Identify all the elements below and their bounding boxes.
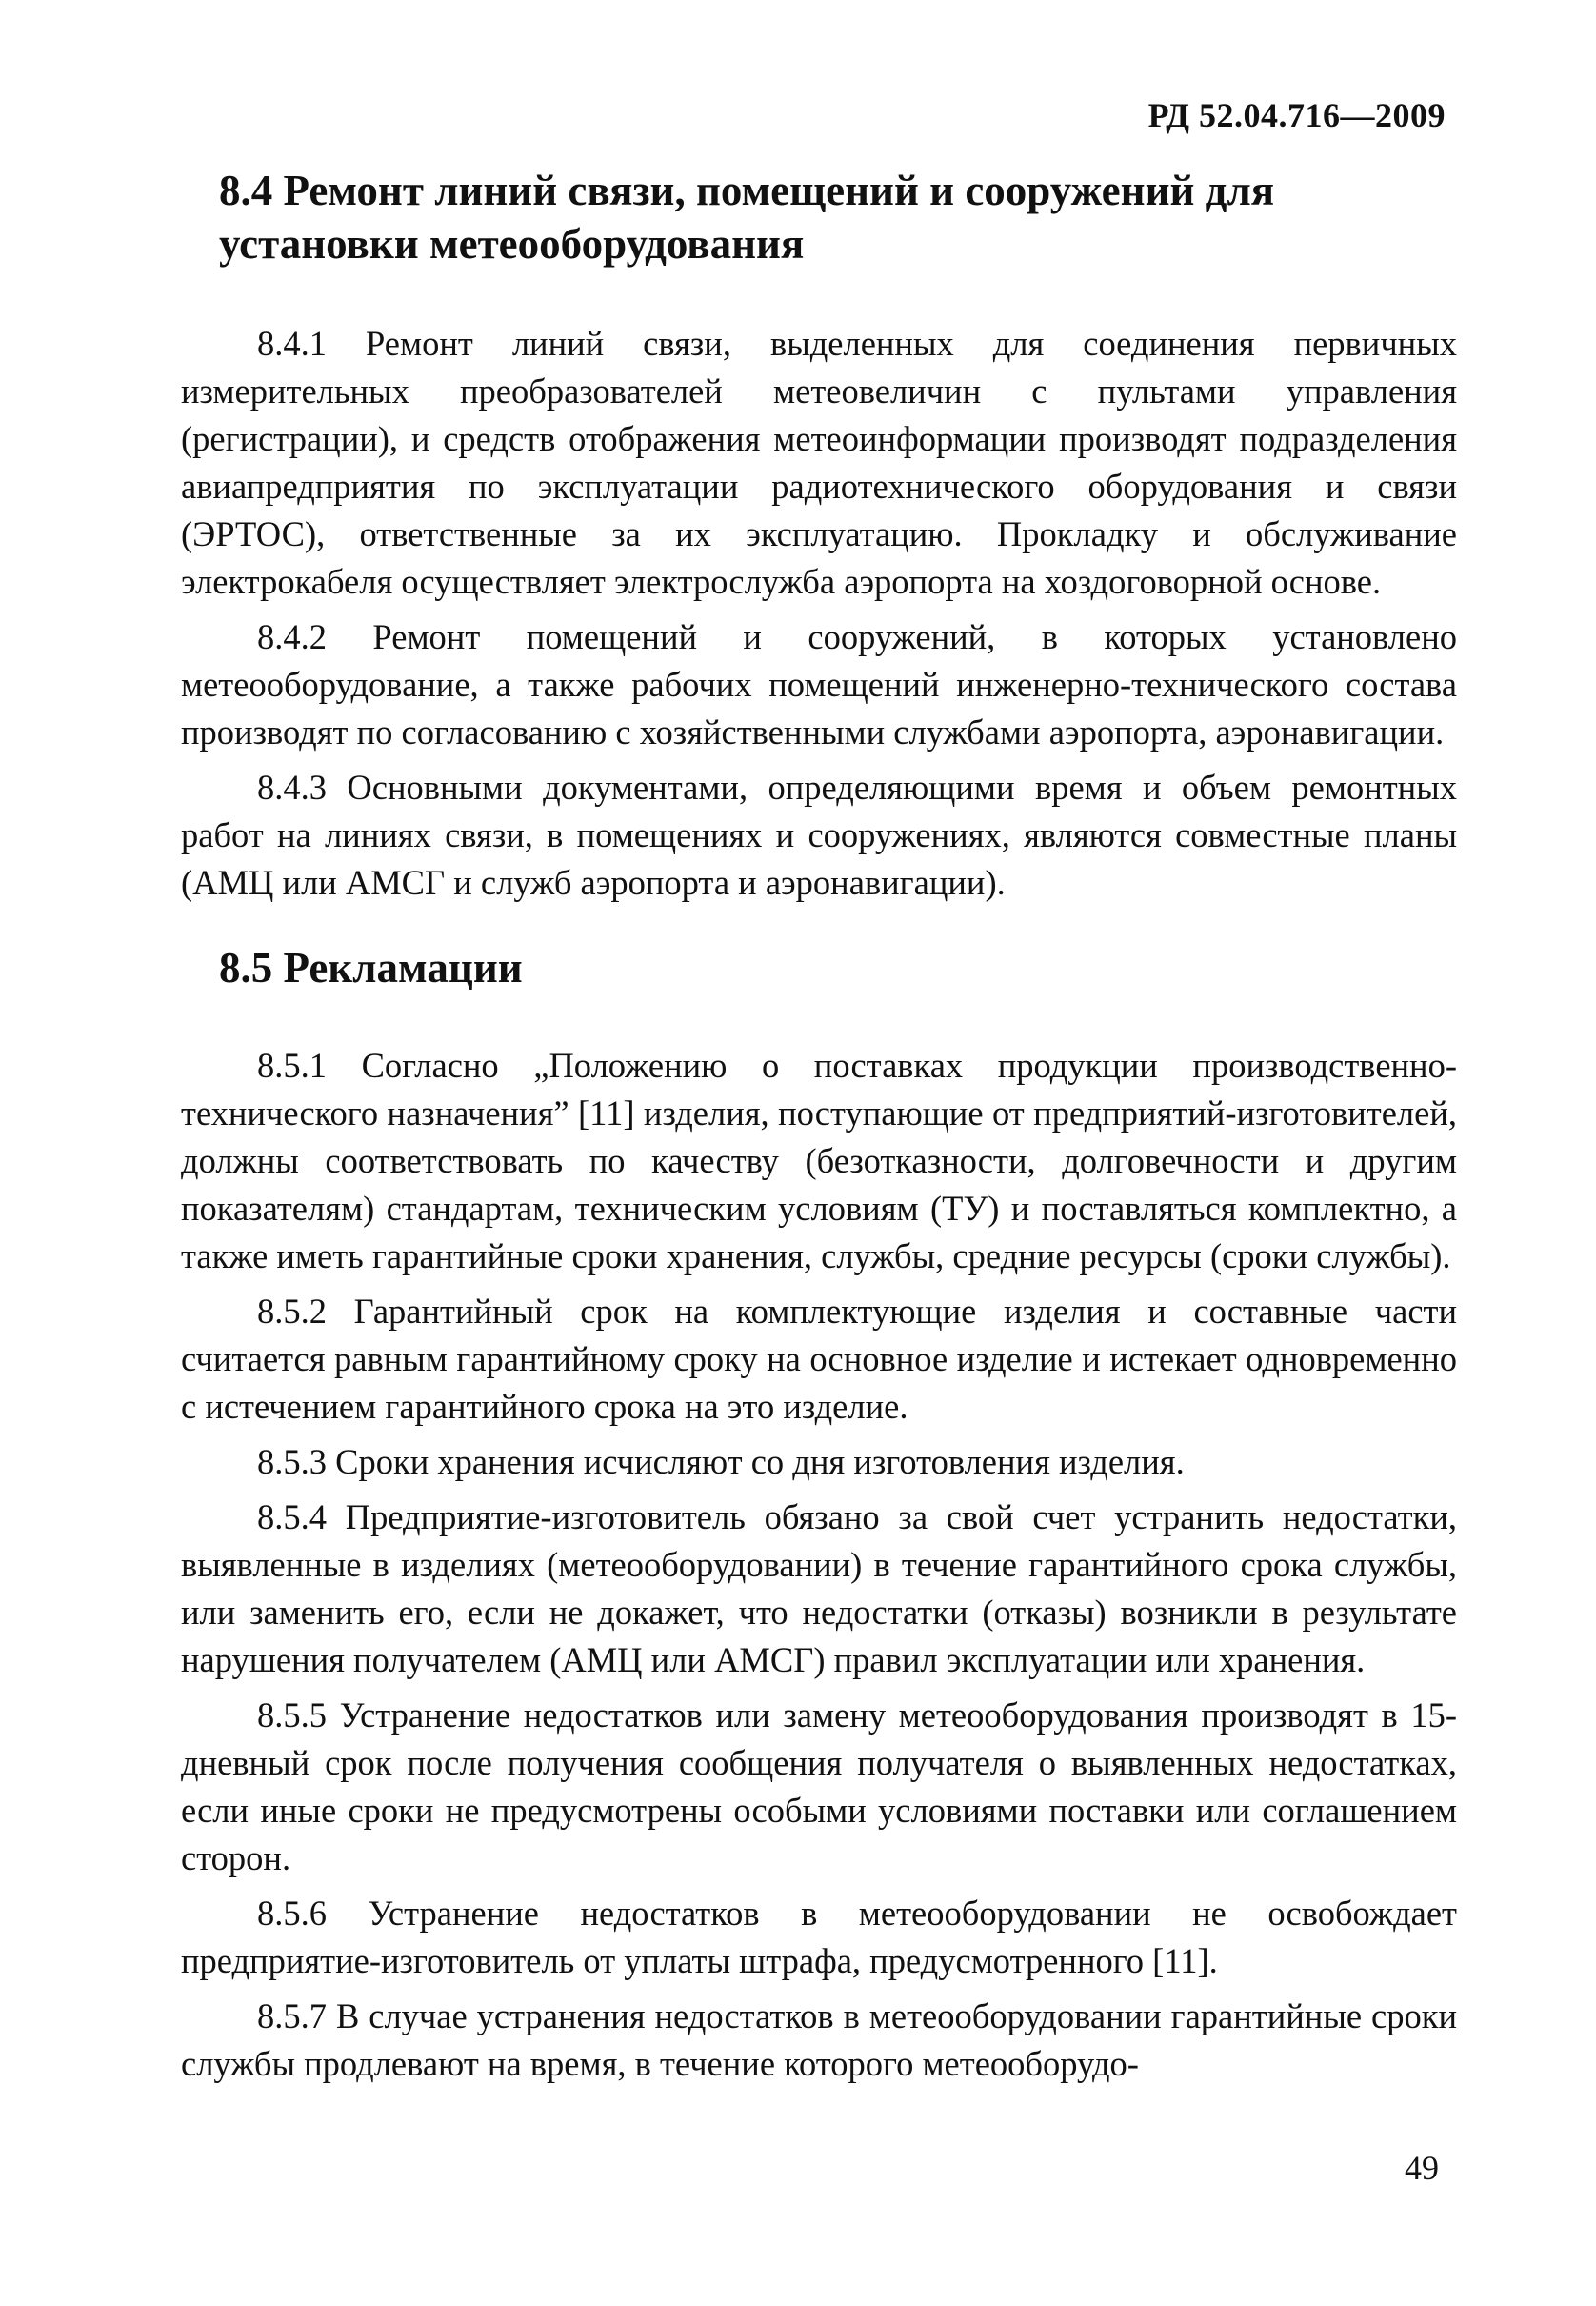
paragraph-8-4-1: 8.4.1 Ремонт линий связи, выделенных для соединения первичных измерительных преобразователей метеовеличин с пультами управления (регистрации), и средств отображения метеоинформации производят подразделения авиапредприятия по эксплуатации радиотехнического оборудования и связи (ЭРТОС), ответственные за их эксплуатацию. Прокладку и обслуживание электрокабеля осуществляет электрослужба аэропорта на хоздоговорной основе. <box>181 324 1457 601</box>
paragraph-8-5-5: 8.5.5 Устранение недостатков или замену метеооборудования производят в 15-дневный срок после получения сообщения получателя о выявленных недостатках, если иные сроки не предусмотрены особыми условиями поставки или соглашением сторон. <box>181 1695 1457 1877</box>
page-content <box>181 164 1457 2095</box>
paragraph-8-5-2: 8.5.2 Гарантийный срок на комплектующие изделия и составные части считается равным гарантийному сроку на основное изделие и истекает одновременно с истечением гарантийного срока на это изделие. <box>181 1292 1457 1426</box>
page-number: 49 <box>1405 2149 1439 2187</box>
paragraph-8-4-2: 8.4.2 Ремонт помещений и сооружений, в которых установлено метеооборудование, а также рабочих помещений инженерно-технического состава производят по согласованию с хозяйственными службами аэропорта, аэронавигации. <box>181 617 1457 752</box>
paragraph-8-5-4: 8.5.4 Предприятие-изготовитель обязано за свой счет устранить недостатки, выявленные в изделиях (метеооборудовании) в течение гарантийного срока службы, или заменить его, если не докажет, что недостатки (отказы) возникли в результате нарушения получателем (АМЦ или АМСГ) правил эксплуатации или хранения. <box>181 1497 1457 1679</box>
paragraph-8-5-7: 8.5.7 В случае устранения недостатков в метеооборудовании гарантийные сроки службы продлевают на время, в течение которого метеооборудо- <box>181 1996 1457 2083</box>
paragraph-8-4-3: 8.4.3 Основными документами, определяющими время и объем ремонтных работ на линиях связи, в помещениях и сооружениях, являются совместные планы (АМЦ или АМСГ и служб аэропорта и аэронавигации). <box>181 768 1457 902</box>
paragraph-8-5-1: 8.5.1 Согласно „Положению о поставках продукции производственно-технического назначения” [11] изделия, поступающие от предприятий-изготовителей, должны соответствовать по качеству (безотказности, долговечности и другим показателям) стандартам, техническим условиям (ТУ) и поставляться комплектно, а также иметь гарантийные сроки хранения, службы, средние ресурсы (сроки службы). <box>181 1046 1457 1275</box>
section-8-5-title: 8.5 Рекламации <box>219 944 523 992</box>
section-8-4-title: 8.4 Ремонт линий связи, помещений и сооружений для установки метеооборудования <box>219 167 1275 268</box>
paragraph-8-5-6: 8.5.6 Устранение недостатков в метеооборудовании не освобождает предприятие-изготовитель от уплаты штрафа, предусмотренного [11]. <box>181 1894 1457 1980</box>
paragraph-8-5-3: 8.5.3 Сроки хранения исчисляют со дня изготовления изделия. <box>257 1442 1185 1481</box>
document-code: РД 52.04.716—2009 <box>1147 96 1446 134</box>
